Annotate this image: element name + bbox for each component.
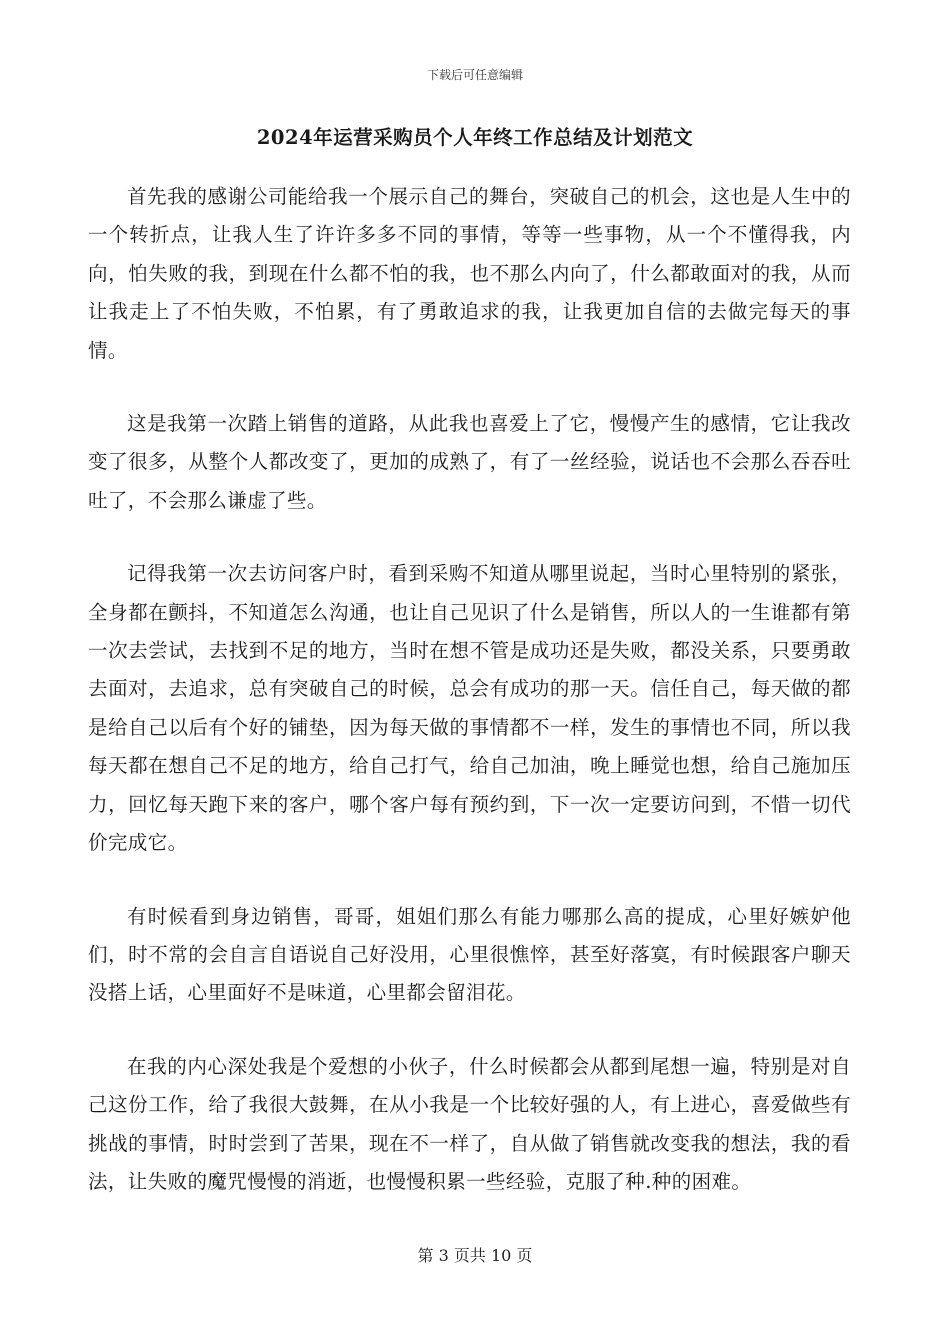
document-title: 2024年运营采购员个人年终工作总结及计划范文 — [256, 126, 694, 149]
header-note: 下载后可任意编辑 — [426, 68, 523, 82]
paragraph-4: 有时候看到身边销售，哥哥，姐姐们那么有能力哪那么高的提成，心里好嫉妒他们，时不常的会自言自语说自己好没用，心里很憔悴，甚至好落寞，有时候跟客户聊天没搭上话，心里面好不是味道，心里都会留泪花。 — [88, 904, 851, 1005]
paragraph-5: 在我的内心深处我是个爱想的小伙子，什么时候都会从都到尾想一遍，特别是对自己这份工作，给了我很大鼓舞，在从小我是一个比较好强的人，有上进心，喜爱做些有挑战的事情，时时尝到了苦果，现在不一样了，自从做了销售就改变我的想法，我的看法，让失败的魔咒慢慢的消逝，也慢慢积累一些经验，克服了种.种的困难。 — [88, 1054, 851, 1193]
paragraph-2: 这是我第一次踏上销售的道路，从此我也喜爱上了它，慢慢产生的感情，它让我改变了很多，从整个人都改变了，更加的成熟了，有了一丝经验，说话也不会那么吞吞吐吐了，不会那么谦虚了些。 — [88, 412, 851, 512]
page-number-footer: 第 3 页共 10 页 — [417, 1246, 533, 1265]
paragraph-1: 首先我的感谢公司能给我一个展示自己的舞台，突破自己的机会，这也是人生中的一个转折点，让我人生了许许多多不同的事情，等等一些事物，从一个不懂得我，内向，怕失败的我，到现在什么都不怕的我，也不那么内向了，什么都敢面对的我，从而让我走上了不怕失败，不怕累，有了勇敢追求的我，让我更加自信的去做完每天的事情。 — [88, 185, 851, 362]
document-body — [88, 178, 851, 1236]
paragraph-3: 记得我第一次去访问客户时，看到采购不知道从哪里说起，当时心里特别的紧张，全身都在颤抖，不知道怎么沟通，也让自己见识了什么是销售，所以人的一生谁都有第一次去尝试，去找到不足的地方，当时在想不管是成功还是失败，都没关系，只要勇敢去面对，去追求，总有突破自己的时候，总会有成功的那一天。信任自己，每天做的都是给自己以后有个好的铺垫，因为每天做的事情都不一样，发生的事情也不同，所以我每天都在想自己不足的地方，给自己打气，给自己加油，晚上睡觉也想，给自己施加压力，回忆每天跑下来的客户，哪个客户每有预约到，下一次一定要访问到，不惜一切代价完成它。 — [88, 562, 851, 855]
